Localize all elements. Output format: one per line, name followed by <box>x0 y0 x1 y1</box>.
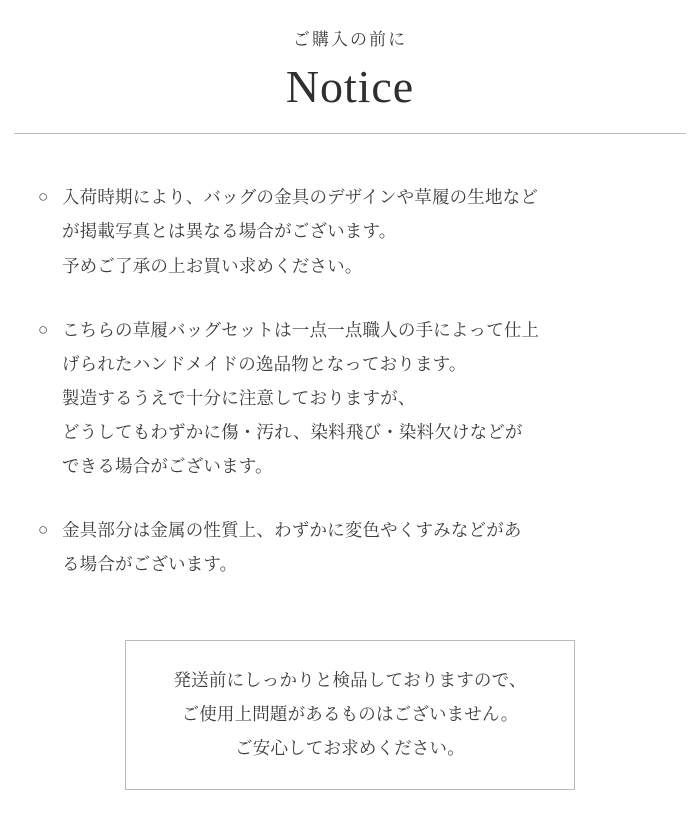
header-divider <box>14 133 686 134</box>
list-item <box>38 313 700 484</box>
notice-line: こちらの草履バッグセットは一点一点職人の手によって仕上 <box>62 319 540 340</box>
circle-bullet-icon: ○ <box>38 319 49 339</box>
page-subtitle: ご購入の前に <box>292 30 408 49</box>
list-item <box>38 180 700 282</box>
notice-line: げられたハンドメイドの逸品物となっております。 <box>62 353 467 374</box>
note-line: 発送前にしっかりと検品しておりますので、 <box>173 669 527 690</box>
page-header <box>0 0 700 134</box>
notice-text-block <box>62 180 670 282</box>
note-line: ご使用上問題があるものはございません。 <box>181 703 519 724</box>
assurance-note-box <box>125 640 575 790</box>
notice-line: どうしてもわずかに傷・汚れ、染料飛び・染料欠けなどが <box>62 422 523 443</box>
notice-line: できる場合がございます。 <box>62 456 273 477</box>
circle-bullet-icon: ○ <box>38 520 49 540</box>
notice-line: 金具部分は金属の性質上、わずかに変色やくすみなどがあ <box>62 520 522 541</box>
list-item <box>38 513 700 581</box>
notice-line: る場合がございます。 <box>62 554 238 575</box>
notice-text-block <box>62 513 670 581</box>
notice-line: 製造するうえで十分に注意しておりますが、 <box>62 387 416 408</box>
note-line: ご安心してお求めください。 <box>235 737 465 758</box>
notice-text-block <box>62 313 670 484</box>
notice-list <box>0 180 700 581</box>
notice-line: が掲載写真とは異なる場合がございます。 <box>62 221 397 242</box>
circle-bullet-icon: ○ <box>38 187 49 207</box>
notice-line: 予めご了承の上お買い求めください。 <box>62 255 363 276</box>
note-box-container <box>0 640 700 790</box>
page-title: Notice <box>285 60 415 112</box>
notice-line: 入荷時期により、バッグの金具のデザインや草履の生地など <box>62 187 538 208</box>
